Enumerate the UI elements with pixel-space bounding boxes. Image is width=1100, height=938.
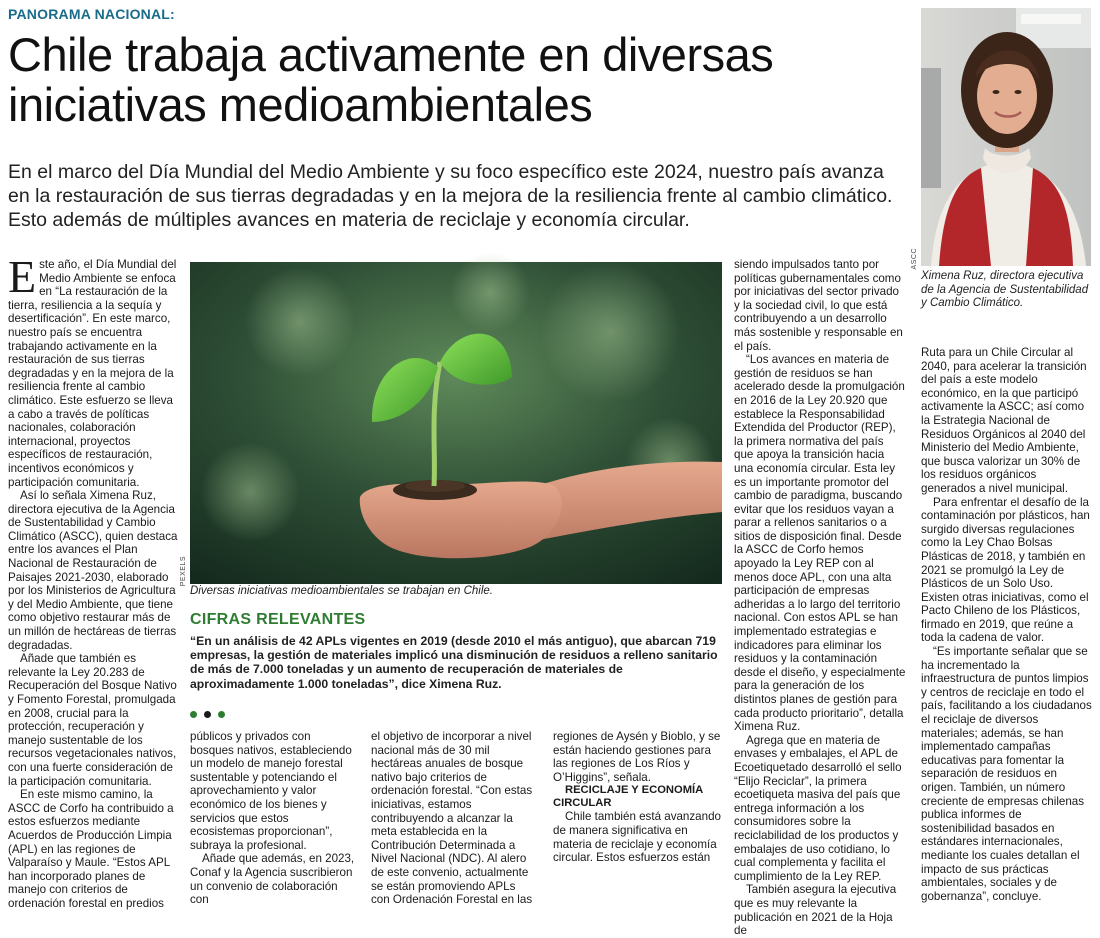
- portrait-photo: [921, 8, 1091, 266]
- column-5-paragraph-4: También asegura la ejecutiva que es muy relevante la publicación en 2021 de la Hoja de: [734, 883, 897, 938]
- drop-cap: E: [8, 251, 37, 302]
- section-kicker: PANORAMA NACIONAL:: [8, 6, 175, 22]
- column-1-paragraph-1: Este año, el Día Mundial del Medio Ambiente se enfoca en “La restauración de la tierra, resiliencia a la sequía y desertificación”. En este marco, nuestro país se encuentra trabajando activamente en la restauración de sus tierras degradadas y en la mejora de la resiliencia frente al cambio climático. Este esfuerzo se lleva a cabo a través de políticas nacionales, colaboración internacional, proyectos específicos de restauración, incentivos económicos y participación comunitaria.: [8, 251, 177, 489]
- separator-dots: [190, 705, 232, 723]
- headline-line-2: iniciativas medioambientales: [8, 78, 593, 131]
- column-2-paragraph-1: públicos y privados con bosques nativos, estableciendo un modelo de manejo forestal sustentable y potenciando el aprovechamiento y valor económico de los bienes y servicios que estos ecosistemas proporcionan”, subraya la profesional.: [190, 730, 352, 852]
- cifras-relevantes-quote: “En un análisis de 42 APLs vigentes en 2019 (desde 2010 el más antiguo), que abarcan 719 empresas, la gestión de materiales implicó una disminución de residuos a relleno sanitario de más de 7.000 toneladas y un aumento de recuperación de materiales de aproximadamente 1.000 toneladas”, dice Ximena Ruz.: [190, 634, 718, 691]
- main-photo-caption: Diversas iniciativas medioambientales se trabajan en Chile.: [190, 585, 493, 597]
- article-column-4: [553, 730, 721, 894]
- separator-dot-2: [204, 711, 211, 718]
- column-6-paragraph-1: Ruta para un Chile Circular al 2040, para acelerar la transición del país a este modelo económico, en la que participó activamente la ASCC; así como la Estrategia Nacional de Residuos Orgánicos al 2040 del Ministerio del Medio Ambiente, que busca valorizar un 30% de los residuos orgánicos generados a nivel municipal.: [921, 346, 1087, 495]
- separator-dot-1: [190, 711, 197, 718]
- column-4-paragraph-1: regiones de Aysén y Bioblo, y se están haciendo gestiones para las regiones de Los Ríos y O’Higgins”, señala.: [553, 730, 721, 784]
- column-1-paragraph-3: Añade que también es relevante la Ley 20.283 de Recuperación del Bosque Nativo y Fomento Forestal, promulgada en 2008, crucial para la protección, recuperación y manejo sustentable de los recursos vegetacionales nativos, con una fuerte consideración de la participación comunitaria.: [8, 652, 177, 788]
- column-5-paragraph-1: siendo impulsados tanto por políticas gubernamentales como por iniciativas del sector privado y la sociedad civil, lo que está contribuyendo a un desarrollo más sostenible y responsable en el país.: [734, 258, 903, 353]
- column-1-paragraph-4: En este mismo camino, la ASCC de Corfo ha contribuido a estos esfuerzos mediante Acuerdos de Producción Limpia (APL) en las regiones de Valparaíso y Maule. “Estos APL han incorporado planes de manejo con criterios de ordenación forestal en predios: [8, 788, 174, 910]
- column-4-paragraph-2: Chile también está avanzando de manera significativa en materia de reciclaje y economía circular. Estos esfuerzos están: [553, 810, 721, 865]
- portrait-caption: Ximena Ruz, directora ejecutiva de la Agencia de Sustentabilidad y Cambio Climático.: [921, 270, 1089, 309]
- article-column-5: [734, 258, 906, 938]
- column-3-paragraph-1: el objetivo de incorporar a nivel nacional más de 30 mil hectáreas anuales de bosque nativo bajo criterios de ordenación forestal. “Con estas iniciativas, estamos contribuyendo a alcanzar la meta establecida en la Contribución Determinada a Nivel Nacional (NDC). Al alero de este convenio, actualmente se están promoviendo APLs con Ordenación Forestal en las: [371, 730, 533, 907]
- main-photo: [190, 262, 722, 584]
- column-2-paragraph-2: Añade que además, en 2023, Conaf y la Agencia suscribieron un convenio de colaboración con: [190, 852, 355, 907]
- headline-line-1: Chile trabaja activamente en diversas: [8, 28, 774, 81]
- article-column-1: [8, 251, 178, 910]
- column-6-paragraph-2: Para enfrentar el desafío de la contaminación por plásticos, han surgido diversas regulaciones como la Ley Chao Bolsas Plásticas de 2018, y también en 2021 se promulgó la Ley de Plásticos de un Solo Uso. Existen otras iniciativas, como el Pacto Chileno de los Plásticos, firmado en 2019, que reúne a toda la cadena de valor.: [921, 495, 1090, 645]
- seedling-in-hand-image: [190, 262, 722, 584]
- article-column-6: [921, 346, 1093, 903]
- separator-dot-3: [218, 711, 225, 718]
- cifras-relevantes-title: CIFRAS RELEVANTES: [190, 611, 366, 628]
- ximena-ruz-portrait-image: [921, 8, 1091, 266]
- portrait-credit: ASCC: [911, 248, 918, 270]
- column-6-paragraph-3: “Es importante señalar que se ha incrementado la infraestructura de puntos limpios y centros de reciclaje en todo el país, facilitando a los ciudadanos el reciclaje de diversos materiales; además, se han implementado campañas educativas para fomentar la separación de residuos en origen. También, un número creciente de empresas chilenas publica informes de sostenibilidad basados en estándares internacionales, mediante los cuales detallan el impacto de sus prácticas ambientales, sociales y de gobernanza”, concluye.: [921, 645, 1092, 903]
- headline: [8, 30, 908, 130]
- reciclaje-subhead: RECICLAJE Y ECONOMÍA CIRCULAR: [553, 784, 703, 810]
- article-column-3: [371, 730, 537, 907]
- column-5-paragraph-2: “Los avances en materia de gestión de residuos se han acelerado desde la promulgación en 2016 de la Ley 20.920 que establece la Responsabilidad Extendida del Productor (REP), la primera normativa del país que apoya la transición hacia una economía circular. Esta ley es un importante promotor del cambio de paradigma, buscando evitar que los residuos vayan a parar a rellenos sanitarios o a sitios de disposición final. Desde la ASCC de Corfo hemos apoyado la Ley REP con al menos doce APL, con una alta participación de empresas adheridas a lo largo del territorio nacional. Con estos APL se han implementado estrategias e indicadores para eliminar los residuos y la contaminación desde el diseño, y especialmente para la generación de los distintos planes de gestión para cada producto prioritario”, detalla Ximena Ruz.: [734, 353, 906, 734]
- photo-credit: PEXELS: [180, 556, 187, 587]
- article-column-2: [190, 730, 356, 907]
- column-1-paragraph-2: Así lo señala Ximena Ruz, directora ejecutiva de la Agencia de Sustentabilidad y Cambio Climático (ASCC), quien destaca entre los avances el Plan Nacional de Restauración de Paisajes 2021-2030, elaborado por los Ministerios de Agricultura y del Medio Ambiente, que tiene como objetivo restaurar más de un millón de hectáreas de tierras degradadas.: [8, 489, 178, 652]
- column-5-paragraph-3: Agrega que en materia de envases y embalajes, el APL de Ecoetiquetado desarrolló el sello “Elijo Reciclar”, la primera ecoetiqueta masiva del país que entrega información a los consumidores sobre la reciclabilidad de los productos y embalajes de uso cotidiano, lo cual complementa y facilita el cumplimiento de la Ley REP.: [734, 733, 902, 883]
- lead-paragraph: En el marco del Día Mundial del Medio Ambiente y su foco específico este 2024, nuestro país avanza en la restauración de sus tierras degradadas y en la mejora de la resiliencia frente al cambio climático. Esto además de múltiples avances en materia de reciclaje y economía circular.: [8, 161, 893, 231]
